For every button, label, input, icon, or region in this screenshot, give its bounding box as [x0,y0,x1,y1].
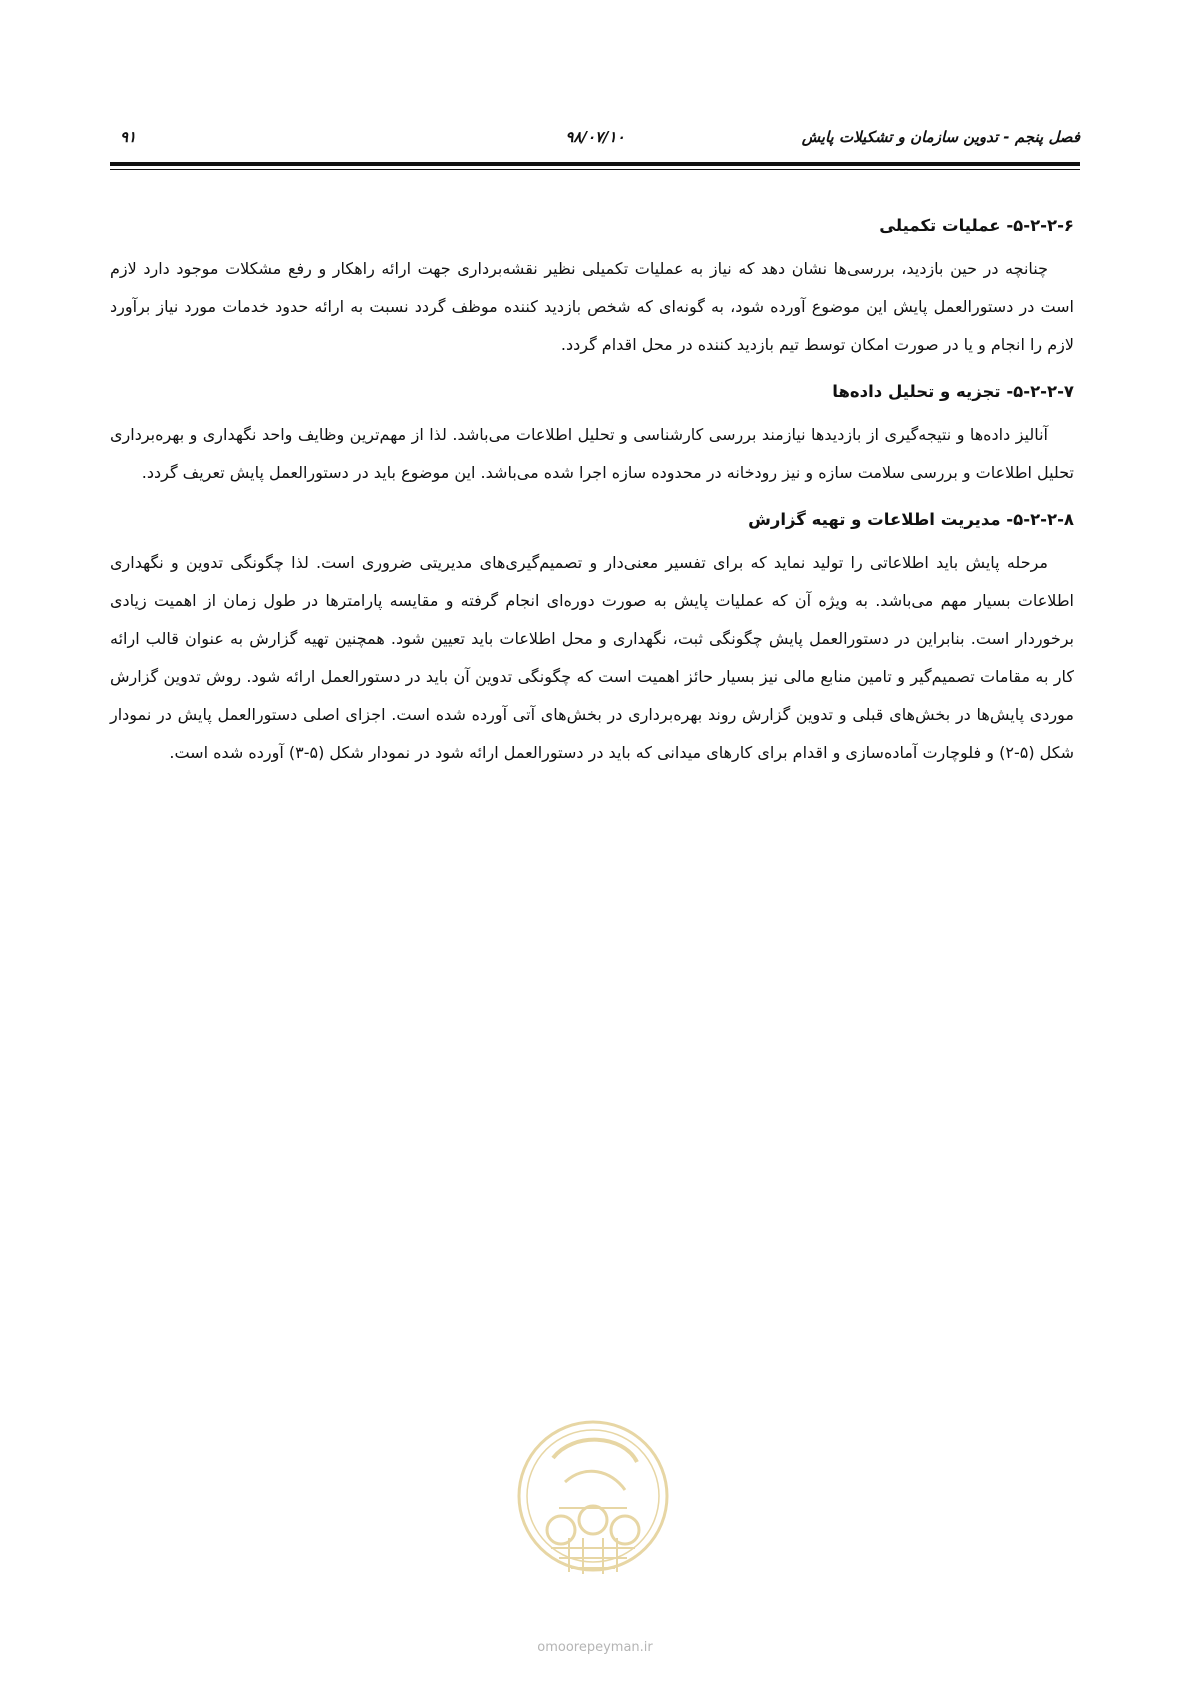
chapter-title: فصل پنجم - تدوین سازمان و تشکیلات پایش [801,128,1080,146]
header-rule-thin [110,169,1080,170]
document-body [110,212,1074,786]
section-data-analysis [110,378,1074,492]
watermark-seal-icon [513,1412,673,1580]
section-heading: ۵-۲-۲-۶- عملیات تکمیلی [879,216,1074,235]
header-date: ۹۸/۰۷/۱۰ [565,128,625,146]
section-supplementary-operations [110,212,1074,364]
page-header [110,128,1080,156]
section-heading: ۵-۲-۲-۷- تجزیه و تحلیل داده‌ها [832,382,1074,401]
section-paragraph: چنانچه در حین بازدید، بررسی‌ها نشان دهد که نیاز به عملیات تکمیلی نظیر نقشه‌برداری جهت ارائه راهکار و رفع مشکلات موجود دارد لازم است در دستورالعمل پایش این موضوع آورده شود، به گونه‌ای که شخص بازدید کننده موظف گردد نسبت به ارائه حدود خدمات مورد نیاز برآورد لازم را انجام و یا در صورت امکان توسط تیم بازدید کننده در محل اقدام گردد. [110,259,1074,354]
watermark-logo [513,1412,673,1580]
section-information-management [110,506,1074,772]
page-number: ۹۱ [120,128,137,146]
section-paragraph: مرحله پایش باید اطلاعاتی را تولید نماید که برای تفسیر معنی‌دار و تصمیم‌گیری‌های مدیریتی ضروری است. لذا چگونگی تدوین و نگهداری اطلاعات بسیار مهم می‌باشد. به ویژه آن که عملیات پایش به صورت دوره‌ای انجام گرفته و مقایسه پارامترها در طول زمان از اهمیت زیادی برخوردار است. بنابراین در دستورالعمل پایش چگونگی ثبت، نگهداری و محل اطلاعات باید تعیین شود. همچنین تهیه گزارش به عنوان قالب ارائه کار به مقامات تصمیم‌گیر و تامین منابع مالی نیز بسیار حائز اهمیت است که چگونگی تدوین آن باید در دستورالعمل ارائه شود. روش تدوین گزارش موردی پایش‌ها در بخش‌های قبلی و تدوین گزارش روند بهره‌برداری در بخش‌های آتی آورده شده است. اجزای اصلی دستورالعمل پایش در نمودار شکل (۵-۲) و فلوچارت آماده‌سازی و اقدام برای کارهای میدانی که باید در دستورالعمل ارائه شود در نمودار شکل (۵-۳) آورده شده است. [110,553,1074,762]
header-rule-thick [110,162,1080,166]
section-heading: ۵-۲-۲-۸- مدیریت اطلاعات و تهیه گزارش [748,510,1074,529]
section-paragraph: آنالیز داده‌ها و نتیجه‌گیری از بازدیدها نیازمند بررسی کارشناسی و تحلیل اطلاعات می‌باشد. لذا از مهم‌ترین وظایف واحد نگهداری و بهره‌برداری تحلیل اطلاعات و بررسی سلامت سازه و نیز رودخانه در محدوده سازه اجرا شده می‌باشد. این موضوع باید در دستورالعمل پایش تعریف گردد. [110,425,1074,482]
watermark-website: omoorepeyman.ir [537,1640,653,1655]
